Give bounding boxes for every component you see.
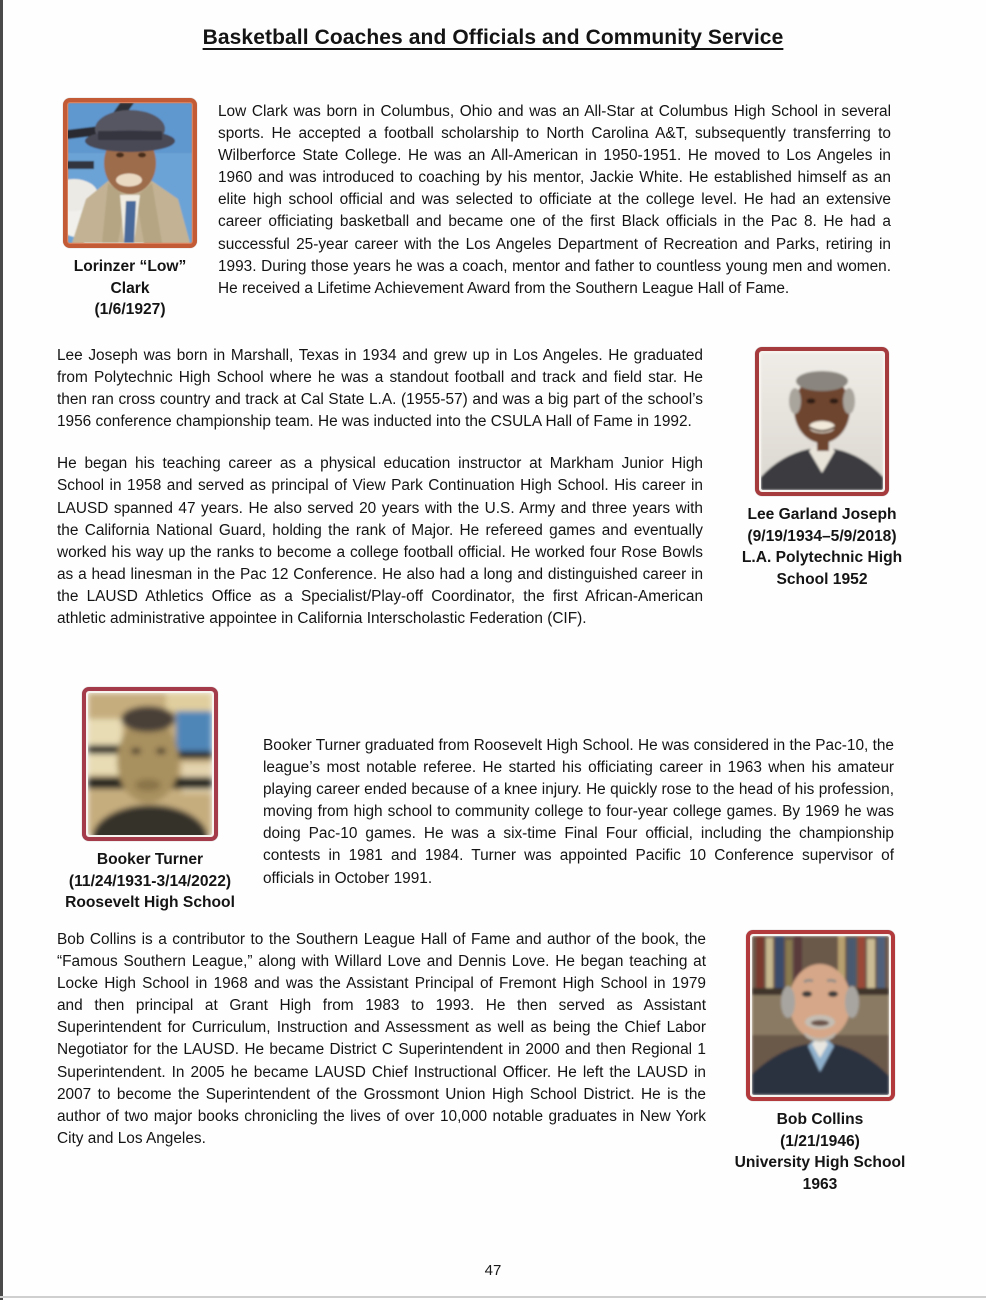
caption-line: L.A. Polytechnic High — [741, 549, 903, 566]
collins-caption — [708, 1109, 932, 1195]
bio-paragraph: He began his teaching career as a physical education instructor at Markham Junior High School in 1958 and served as principal of View Park Continuation High School. His career in LAUSD spanned 47 years. He also served 20 years with the U.S. Army and three years with the California National Guard, holding the rank of Major. He refereed games and eventually worked his way up the ranks to become a college football official. He worked four Rose Bowls as a head linesman in the Pac 12 Conference. He also had a long and distinguished career in the LAUSD Athletics Office as a Specialist/Play-off Coordinator, the first African-American athletic administrative appointee in California Interscholastic Federation (CIF). — [57, 455, 703, 628]
scan-edge-left — [0, 0, 3, 1300]
clark-photo-image — [68, 103, 192, 243]
caption-line: (1/6/1927) — [94, 301, 166, 318]
turner-figure — [48, 687, 252, 914]
clark-caption — [50, 256, 210, 321]
scan-edge-bottom — [0, 1296, 986, 1298]
caption-line: Clark — [110, 279, 150, 297]
clark-photo — [63, 98, 197, 248]
bio-paragraph: Lee Joseph was born in Marshall, Texas in 1934 and grew up in Los Angeles. He graduated from Polytechnic High School where he was a standout football and track and field star. He then ran cross country and track at Cal State L.A. (1955-57) and was a big part of the school’s 1956 conference championship team. He was inducted into the CSULA Hall of Fame in 1992. — [57, 347, 703, 431]
page-title: Basketball Coaches and Officials and Community Service — [202, 26, 784, 49]
joseph-photo — [755, 347, 889, 496]
turner-bio-text — [263, 735, 894, 890]
caption-line: Lee Garland Joseph — [747, 506, 897, 523]
bio-paragraph: Bob Collins is a contributor to the Southern League Hall of Fame and author of the book, the “Famous Southern League,” along with Willard Love and Dennis Love. He began teaching at Locke High School in 1968 and was the Assistant Principal of Fremont High School in 1979 and then principal at Grant High from 1983 to 1993. He then served as Assistant Superintendent for Curriculum, Instruction and Assessment as well as being the Chief Labor Negotiator for the LAUSD. He became District C Superintendent in 2000 and then Regional 1 Superintendent. In 2005 he became LAUSD Chief Instructional Officer. He left the LAUSD in 2007 to become the Superintendent of the Grossmont Union High School District. He is the author of two major books chronicling the lives of over 10,000 notable graduates in New York City and Los Angeles. — [57, 931, 706, 1147]
clark-bio-text — [218, 101, 891, 300]
clark-figure — [50, 98, 210, 321]
caption-line: School 1952 — [776, 570, 868, 588]
caption-line: University High School — [734, 1154, 906, 1171]
caption-line: Bob Collins — [776, 1111, 864, 1128]
joseph-photo-image — [761, 353, 883, 490]
caption-line: (11/24/1931-3/14/2022) — [68, 872, 232, 890]
joseph-caption — [712, 504, 932, 590]
collins-photo — [746, 930, 895, 1101]
caption-line: Lorinzer “Low” — [73, 258, 187, 275]
turner-caption — [48, 849, 252, 914]
turner-photo-image — [88, 693, 212, 835]
collins-figure — [708, 930, 932, 1195]
caption-line: 1963 — [802, 1175, 838, 1193]
joseph-figure — [712, 347, 932, 590]
caption-line: Booker Turner — [96, 851, 204, 868]
bio-paragraph: Booker Turner graduated from Roosevelt High School. He was considered in the Pac-10, the league’s most notable referee. He started his officiating career in 1963 when his amateur playing career ended because of a knee injury. He quickly rose to the head of his profession, moving from high school to community college to four-year college games. By 1969 he was doing Pac-10 games. He was a six-time Final Four official, including the championship contests in 1981 and 1984. Turner was appointed Pacific 10 Conference supervisor of officials in October 1991. — [263, 737, 894, 887]
caption-line: Roosevelt High School — [65, 894, 235, 911]
page-number: 47 — [484, 1262, 502, 1279]
caption-line: (1/21/1946) — [780, 1132, 860, 1150]
collins-photo-image — [752, 936, 889, 1095]
bio-paragraph: Low Clark was born in Columbus, Ohio and was an All-Star at Columbus High School in several sports. He accepted a football scholarship to North Carolina A&T, subsequently transferring to Wilberforce State College. He was an All-American in 1950-1951. He moved to Los Angeles in 1960 and was introduced to coaching by his mentor, Jackie White. He established himself as an elite high school official and was selected to officiate at the college level. He had an extensive career officiating basketball and became one of the first Black officials in the Pac 8. He had a successful 25-year career with the Los Angeles Department of Recreation and Parks, retiring in 1993. During those years he was a coach, mentor and father to countless young men and women. He received a Lifetime Achievement Award from the Southern League Hall of Fame. — [218, 103, 891, 297]
collins-bio-text — [57, 929, 706, 1150]
caption-line: (9/19/1934–5/9/2018) — [747, 527, 897, 545]
turner-photo — [82, 687, 218, 841]
joseph-bio-text — [57, 345, 703, 630]
